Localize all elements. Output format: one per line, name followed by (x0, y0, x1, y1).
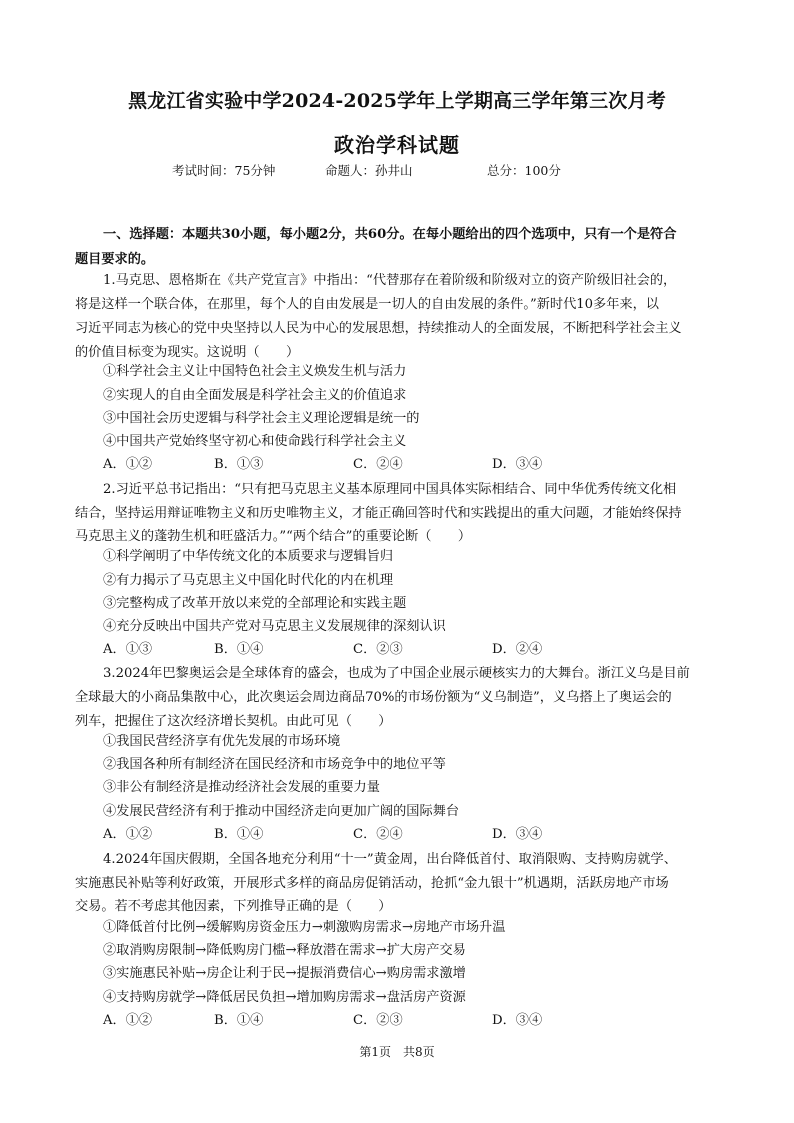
option-d: D．③④ (492, 457, 543, 472)
question-stem-line: 将是这样一个联合体，在那里，每个人的自由发展是一切人的自由发展的条件。”新时代10多年来，以 (75, 297, 659, 312)
question-item: ④发展民营经济有利于推动中国经济走向更加广阔的国际舞台 (103, 804, 460, 819)
option-a: A．①③ (103, 642, 153, 657)
question-stem-line: 马克思主义的蓬勃生机和旺盛活力。”“两个结合”的重要论断（ ） (75, 529, 472, 544)
question-stem-line: 3.2024年巴黎奥运会是全球体育的盛会，也成为了中国企业展示硬核实力的大舞台。浙江义乌是目前 (103, 666, 690, 681)
option-c: C．②④ (353, 827, 403, 842)
question-item: ①降低首付比例→缓解购房资金压力→刺激购房需求→房地产市场升温 (103, 920, 506, 935)
question-stem-line: 结合，坚持运用辩证唯物主义和历史唯物主义，才能正确回答时代和实践提出的重大问题，才能始终保持 (75, 506, 682, 521)
option-b: B．①④ (214, 1013, 264, 1028)
question-item: ④中国共产党始终坚守初心和使命践行科学社会主义 (103, 434, 407, 449)
question-item: ①科学阐明了中华传统文化的本质要求与逻辑旨归 (103, 549, 394, 564)
option-b: B．①③ (214, 457, 264, 472)
option-d: D．③④ (492, 1013, 543, 1028)
exam-score: 总分：100分 (487, 163, 561, 178)
question-item: ③中国社会历史逻辑与科学社会主义理论逻辑是统一的 (103, 411, 420, 426)
option-d: D．③④ (492, 827, 543, 842)
question-stem-line: 全球最大的小商品集散中心，此次奥运会周边商品70%的市场份额为“义乌制造”，义乌搭上了奥运会的 (75, 690, 672, 705)
question-item: ②取消购房限制→降低购房门槛→释放潜在需求→扩大房产交易 (103, 943, 466, 958)
option-c: C．②④ (353, 457, 403, 472)
exam-time: 考试时间：75分钟 (172, 163, 276, 178)
question-stem-line: 习近平同志为核心的党中央坚持以人民为中心的发展思想，持续推动人的全面发展，不断把科学社会主义 (75, 321, 682, 336)
question-item: ③完整构成了改革开放以来党的全部理论和实践主题 (103, 596, 407, 611)
option-d: D．②④ (492, 642, 543, 657)
question-item: ③非公有制经济是推动经济社会发展的重要力量 (103, 780, 380, 795)
page-number: 第1页 共8页 (359, 1045, 435, 1059)
option-c: C．②③ (353, 642, 403, 657)
question-stem-line: 的价值目标变为现实。这说明（ ） (75, 345, 300, 360)
exam-title: 黑龙江省实验中学2024-2025学年上学期高三学年第三次月考 (128, 90, 666, 112)
question-item: ②有力揭示了马克思主义中国化时代化的内在机理 (103, 573, 394, 588)
option-b: B．①④ (214, 642, 264, 657)
exam-author: 命题人：孙井山 (325, 163, 413, 178)
question-stem-line: 4.2024年国庆假期，全国各地充分利用“十一”黄金周，出台降低首付、取消限购、支持购房就学、 (103, 852, 677, 867)
option-a: A．①② (103, 827, 153, 842)
question-stem-line: 实施惠民补贴等利好政策，开展形式多样的商品房促销活动，抢抓“金九银十”机遇期，活跃房地产市场 (75, 876, 669, 891)
section-heading-line1: 一、选择题：本题共30小题，每小题2分，共60分。在每小题给出的四个选项中，只有一个是符合 (103, 227, 677, 242)
question-item: ③实施惠民补贴→房企让利于民→提振消费信心→购房需求激增 (103, 966, 466, 981)
exam-subtitle: 政治学科试题 (334, 133, 460, 157)
question-item: ②实现人的自由全面发展是科学社会主义的价值追求 (103, 388, 407, 403)
question-item: ①我国民营经济享有优先发展的市场环境 (103, 734, 341, 749)
question-stem-line: 1.马克思、恩格斯在《共产党宣言》中指出：“代替那存在着阶级和阶级对立的资产阶级旧社会的， (103, 273, 677, 288)
section-heading-line2: 题目要求的。 (75, 252, 155, 267)
question-stem-line: 列车，把握住了这次经济增长契机。由此可见（ ） (75, 714, 392, 729)
option-b: B．①④ (214, 827, 264, 842)
option-a: A．①② (103, 457, 153, 472)
question-stem-line: 交易。若不考虑其他因素，下列推导正确的是（ ） (75, 899, 392, 914)
question-item: ④充分反映出中国共产党对马克思主义发展规律的深刻认识 (103, 619, 446, 634)
question-stem-line: 2.习近平总书记指出：“只有把马克思主义基本原理同中国具体实际相结合、同中华优秀传统文化相 (103, 482, 677, 497)
option-a: A．①② (103, 1013, 153, 1028)
question-item: ②我国各种所有制经济在国民经济和市场竞争中的地位平等 (103, 757, 446, 772)
question-item: ④支持购房就学→降低居民负担→增加购房需求→盘活房产资源 (103, 990, 466, 1005)
option-c: C．②③ (353, 1013, 403, 1028)
question-item: ①科学社会主义让中国特色社会主义焕发生机与活力 (103, 364, 407, 379)
